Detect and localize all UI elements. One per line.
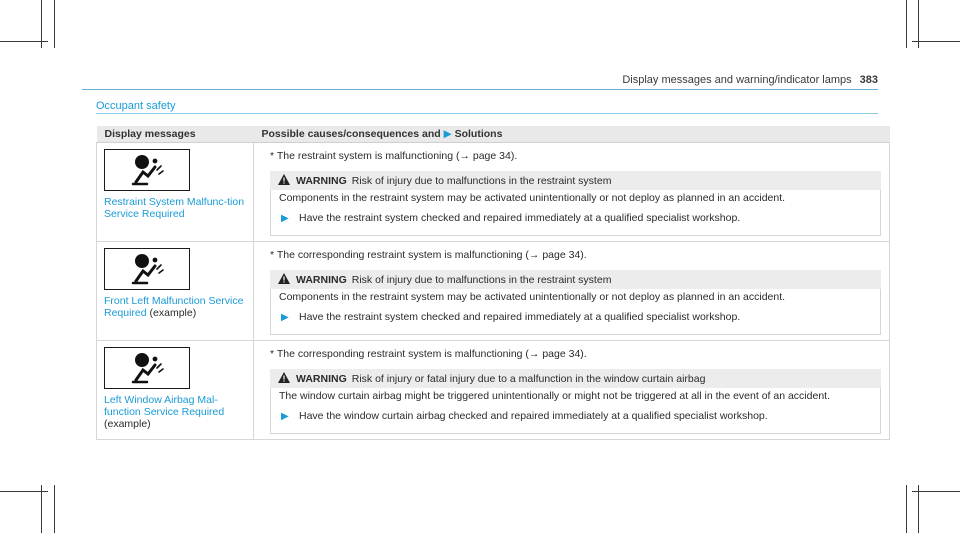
message-cell: [97, 242, 254, 341]
warning-body: The window curtain airbag might be triggered unintentionally or might not be triggered at all in the event of an accident.: [279, 390, 830, 402]
display-message-text: Left Window Airbag Mal-function Service Required: [104, 394, 225, 418]
table-row: [97, 341, 890, 440]
crop-mark: [912, 491, 960, 492]
warning-header: [270, 270, 881, 289]
column-header-causes-label: Possible causes/consequences and: [261, 128, 441, 140]
warning-triangle-icon: [278, 174, 290, 185]
warning-box: [270, 289, 881, 335]
header-rule: [82, 89, 878, 90]
display-message: [104, 394, 247, 430]
action-arrow-icon: ▶: [281, 312, 289, 323]
cause-cell: [254, 143, 890, 242]
warning-label: WARNING: [296, 373, 347, 385]
column-header-solutions-label: Solutions: [454, 128, 503, 140]
warning-box: [270, 388, 881, 434]
warning-header: [270, 369, 881, 388]
column-header-causes: [254, 126, 890, 143]
action-step: [279, 410, 872, 423]
warning-title: Risk of injury or fatal injury due to a malfunction in the window curtain airbag: [351, 373, 706, 385]
crop-mark: [41, 485, 42, 533]
cause-cell: [254, 242, 890, 341]
crop-mark: [912, 41, 960, 42]
example-note: (example): [104, 418, 151, 430]
display-message: Restraint System Malfunc-tion Service Required: [104, 196, 245, 220]
action-arrow-icon: ▶: [281, 213, 289, 224]
cause-text: * The corresponding restraint system is malfunctioning (→ page 34).: [270, 348, 587, 360]
airbag-warning-icon: [104, 248, 190, 290]
cause-text: * The restraint system is malfunctioning (→ page 34).: [270, 150, 518, 162]
warning-triangle-icon: [278, 273, 290, 284]
cause-cell: [254, 341, 890, 440]
cause-text: * The corresponding restraint system is malfunctioning (→ page 34).: [270, 249, 587, 261]
table-row: [97, 143, 890, 242]
message-cell: [97, 143, 254, 242]
table-header-row: [97, 126, 890, 143]
messages-table: [96, 126, 890, 440]
action-text: Have the restraint system checked and repaired immediately at a qualified specialist workshop.: [299, 311, 741, 323]
crop-mark: [918, 485, 919, 533]
airbag-warning-icon: [104, 347, 190, 389]
display-message: [104, 295, 247, 319]
warning-body: Components in the restraint system may be activated unintentionally or not deploy as planned in an accident.: [279, 291, 786, 303]
section-title: Occupant safety: [96, 100, 176, 112]
display-message-text: Front Left Malfunction Service Required: [104, 295, 244, 319]
action-arrow-icon: ▶: [281, 411, 289, 422]
warning-triangle-icon: [278, 372, 290, 383]
section-rule: [96, 113, 878, 114]
warning-body: Components in the restraint system may be activated unintentionally or not deploy as planned in an accident.: [279, 192, 786, 204]
warning-label: WARNING: [296, 175, 347, 187]
crop-mark: [54, 0, 55, 48]
action-step: [279, 311, 872, 324]
crop-mark: [906, 485, 907, 533]
message-cell: [97, 341, 254, 440]
action-text: Have the window curtain airbag checked and repaired immediately at a qualified specialist workshop.: [299, 410, 768, 422]
warning-label: WARNING: [296, 274, 347, 286]
crop-mark: [906, 0, 907, 48]
warning-title: Risk of injury due to malfunctions in the restraint system: [351, 175, 612, 187]
action-text: Have the restraint system checked and repaired immediately at a qualified specialist workshop.: [299, 212, 741, 224]
warning-header: [270, 171, 881, 190]
crop-mark: [0, 41, 48, 42]
page-number: 383: [859, 74, 878, 86]
warning-title: Risk of injury due to malfunctions in the restraint system: [351, 274, 612, 286]
running-header: [622, 74, 878, 86]
column-header-messages: Display messages: [97, 126, 254, 143]
solutions-arrow-icon: ▶: [443, 128, 452, 140]
example-note: (example): [149, 307, 197, 319]
warning-box: [270, 190, 881, 236]
action-step: [279, 212, 872, 225]
running-title: Display messages and warning/indicator lamps: [622, 74, 852, 86]
crop-mark: [54, 485, 55, 533]
airbag-warning-icon: [104, 149, 190, 191]
table-row: [97, 242, 890, 341]
crop-mark: [0, 491, 48, 492]
